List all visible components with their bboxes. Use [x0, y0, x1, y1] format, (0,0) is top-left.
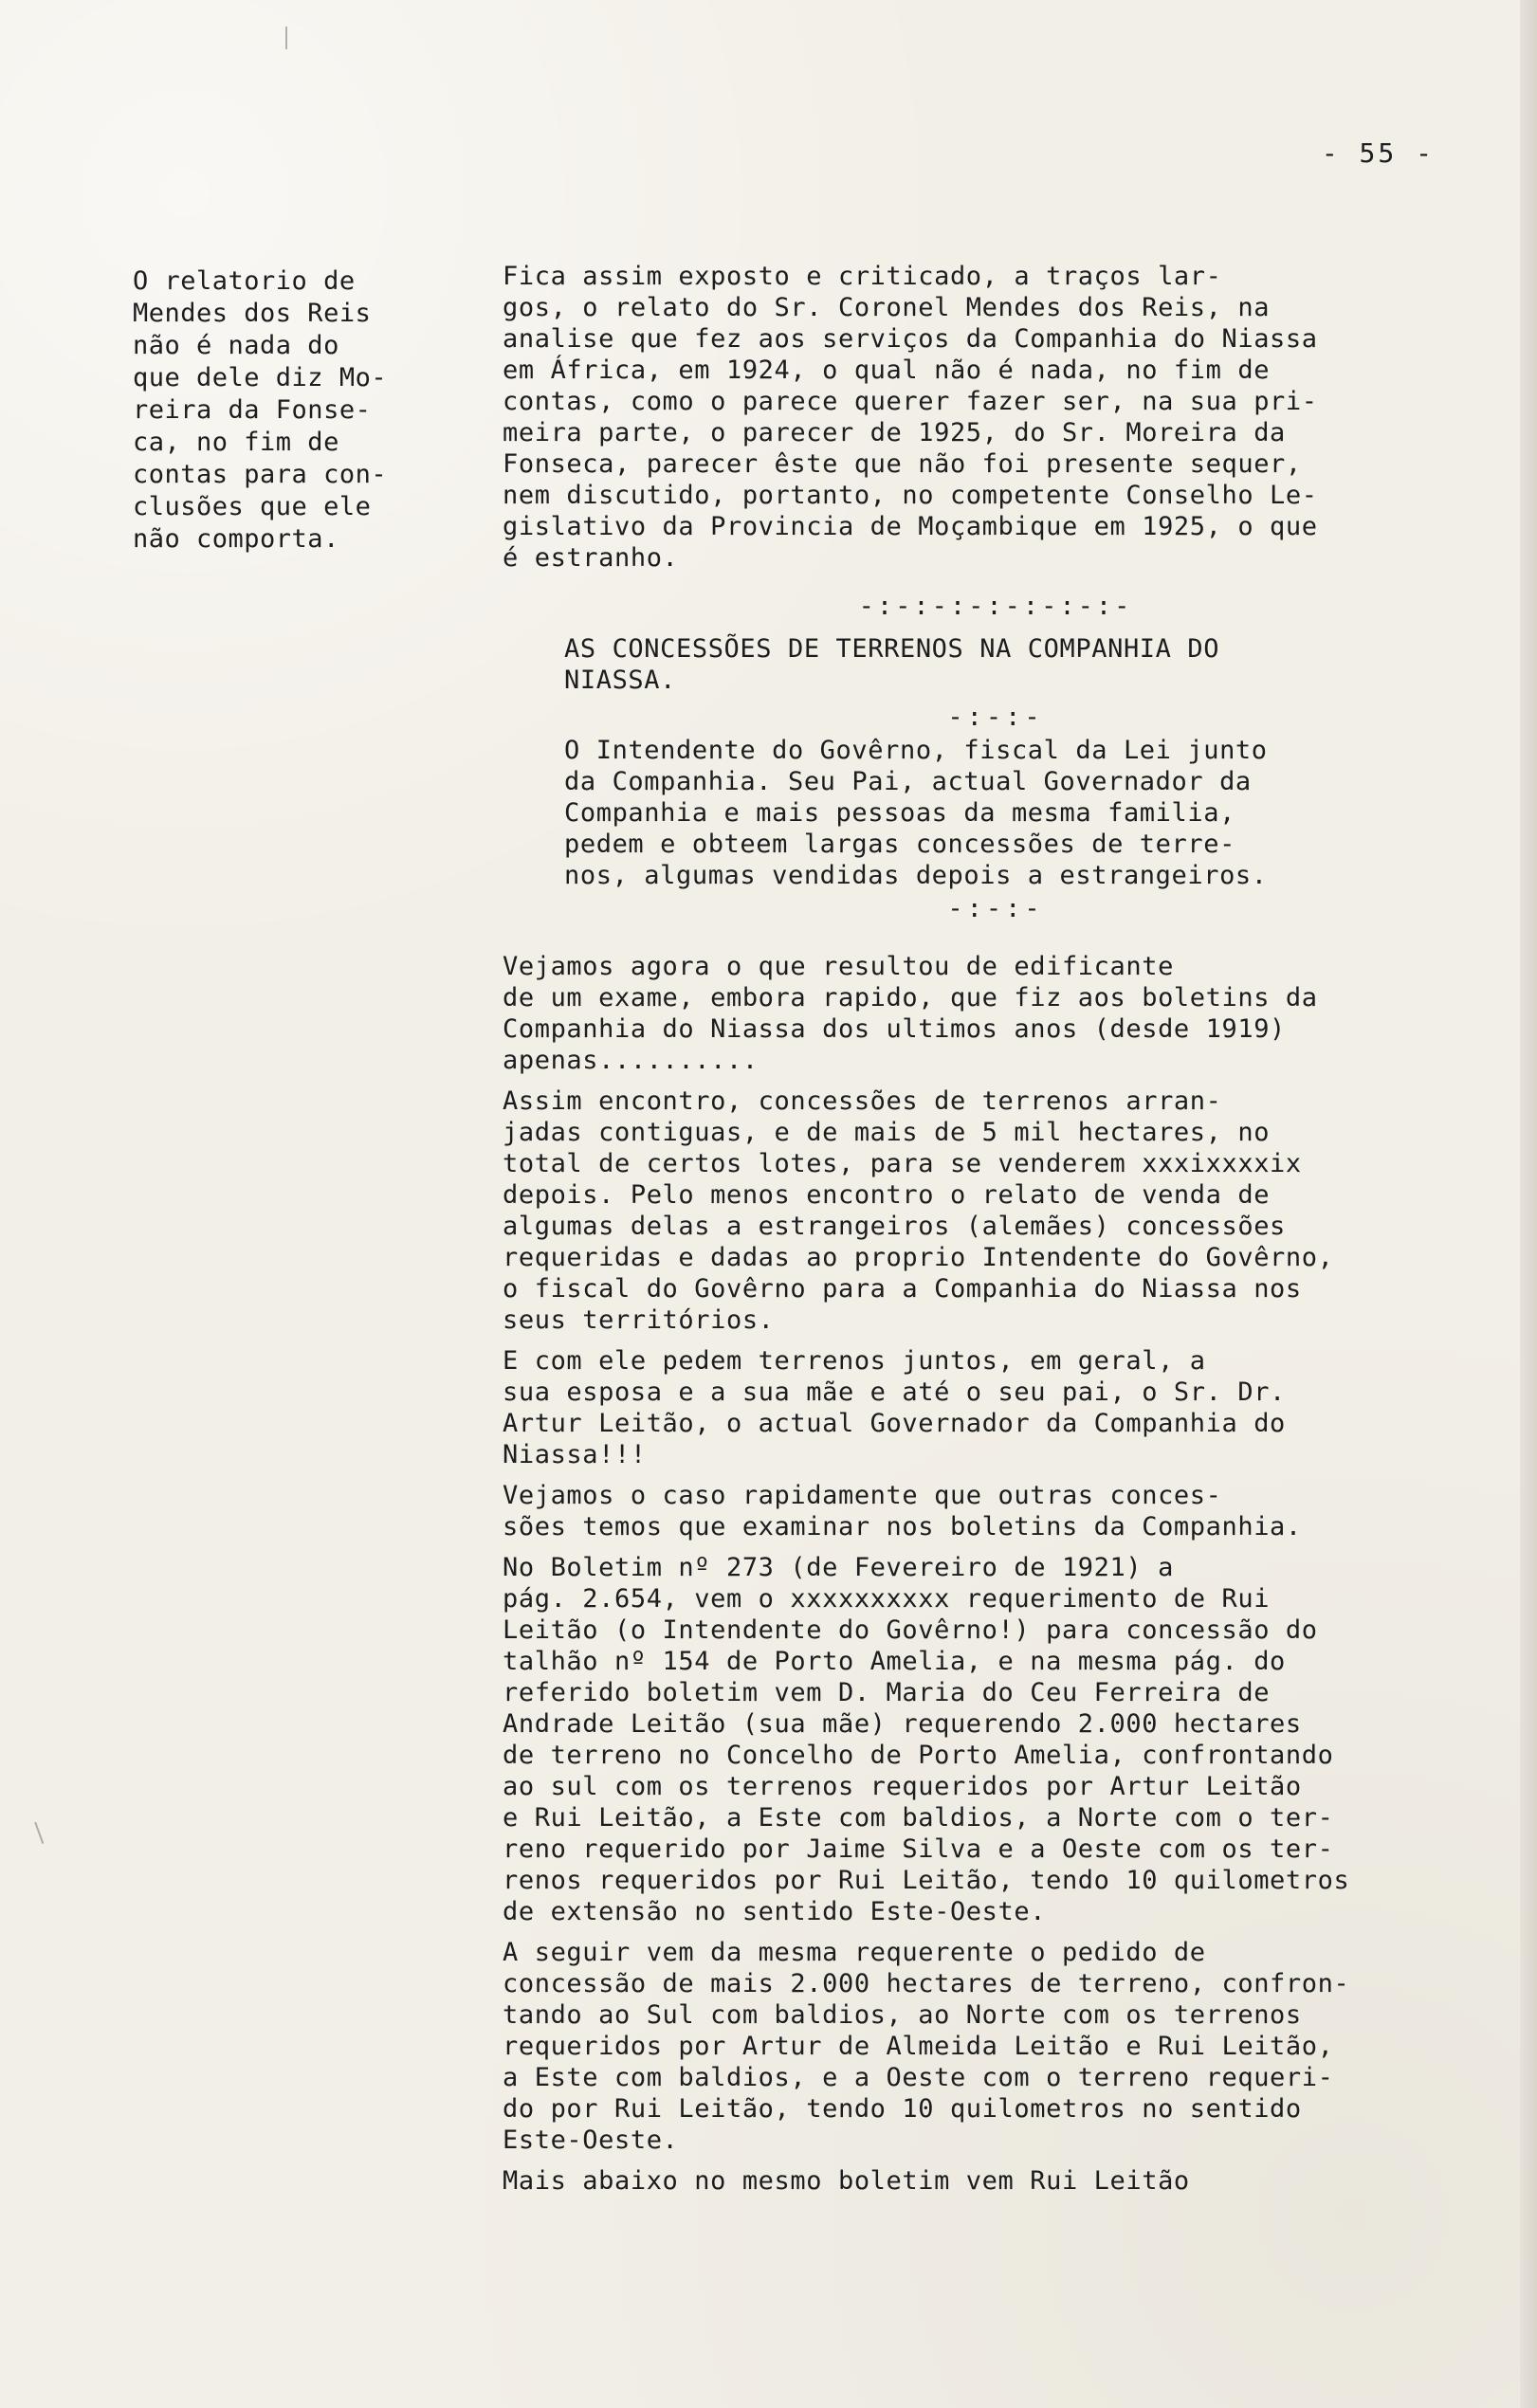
paragraph-2: Vejamos agora o que resultou de edificante de um exame, embora rapido, que fiz aos boletins da Companhia do Niassa dos ultimos anos (desde 1919) apenas.......... [503, 952, 1318, 1075]
small-separator-2: -:-:- [947, 894, 1044, 923]
paragraph-1: Fica assim exposto e criticado, a traços lar- gos, o relato do Sr. Coronel Mendes dos Reis, na analise que fez aos serviços da Companhia do Niassa em África, em 1924, o qual não é nada, no fim de contas, como o parece querer fazer ser, na sua pri- meira parte, o parecer de 1925, do Sr. Moreira da Fonseca, parecer êste que não foi presente sequer, nem discutido, portanto, no competente Conselho Le- gislativo da Provincia de Moçambique em 1925, o que é estranho. [503, 262, 1318, 573]
page-number: - 55 - [1321, 137, 1435, 169]
small-separator: -:-:- [947, 702, 1044, 732]
paragraph-3: Assim encontro, concessões de terrenos arran- jadas contiguas, e de mais de 5 mil hectares, no total de certos lotes, para se venderem xxxixxxxix depois. Pelo menos encontro o relato de venda de algumas delas a estrangeiros (alemães) concessões requeridas e dadas ao proprio Intendente do Govêrno, o fiscal do Govêrno para a Companhia do Niassa nos seus territórios. [503, 1086, 1334, 1335]
main-text [503, 261, 1489, 2206]
paragraph-6: No Boletim nº 273 (de Fevereiro de 1921) a pág. 2.654, vem o xxxxxxxxxx requerimento de Rui Leitão (o Intendente do Govêrno!) para concessão do talhão nº 154 de Porto Amelia, e na mesma pág. do referido boletim vem D. Maria do Ceu Ferreira de Andrade Leitão (sua mãe) requerendo 2.000 hectares de terreno no Concelho de Porto Amelia, confrontando ao sul com os terrenos requeridos por Artur Leitão e Rui Leitão, a Este com baldios, a Norte com o ter- reno requerido por Jaime Silva e a Oeste com os ter- renos requeridos por Rui Leitão, tendo 10 quilometros de extensão no sentido Este-Oeste. [503, 1553, 1350, 1926]
page-edge [1520, 0, 1537, 2408]
paragraph-5: Vejamos o caso rapidamente que outras conces- sões temos que examinar nos boletins da Companhia. [503, 1481, 1302, 1541]
margin-note: O relatorio de Mendes dos Reis não é nada do que dele diz Mo- reira da Fonse- ca, no fim de contas para con- clusões que ele não comporta. [133, 266, 388, 554]
section-heading: AS CONCESSÕES DE TERRENOS NA COMPANHIA DO NIASSA. [564, 634, 1220, 695]
paragraph-4: E com ele pedem terrenos juntos, em geral, a sua esposa e a sua mãe e até o seu pai, o Sr. Dr. Artur Leitão, o actual Governador da Companhia do Niassa!!! [503, 1346, 1286, 1469]
section-separator: -:-:-:-:-:-:-:- [858, 592, 1133, 621]
paper-mark [34, 1819, 51, 1844]
paragraph-8: Mais abaixo no mesmo boletim vem Rui Leitão [503, 2166, 1190, 2196]
pencil-mark [285, 27, 295, 49]
paragraph-7: A seguir vem da mesma requerente o pedido de concessão de mais 2.000 hectares de terreno, confron- tando ao Sul com baldios, ao Norte com os terrenos requeridos por Artur de Almeida Leitão e Rui Leitão, a Este com baldios, e a Oeste com o terreno requeri- do por Rui Leitão, tendo 10 quilometros no sentido Este-Oeste. [503, 1938, 1350, 2155]
summary-box: O Intendente do Govêrno, fiscal da Lei junto da Companhia. Seu Pai, actual Governador da Companhia e mais pessoas da mesma familia, pedem e obteem largas concessões de terre- nos, algumas vendidas depois a estrangeiros. [564, 736, 1268, 890]
